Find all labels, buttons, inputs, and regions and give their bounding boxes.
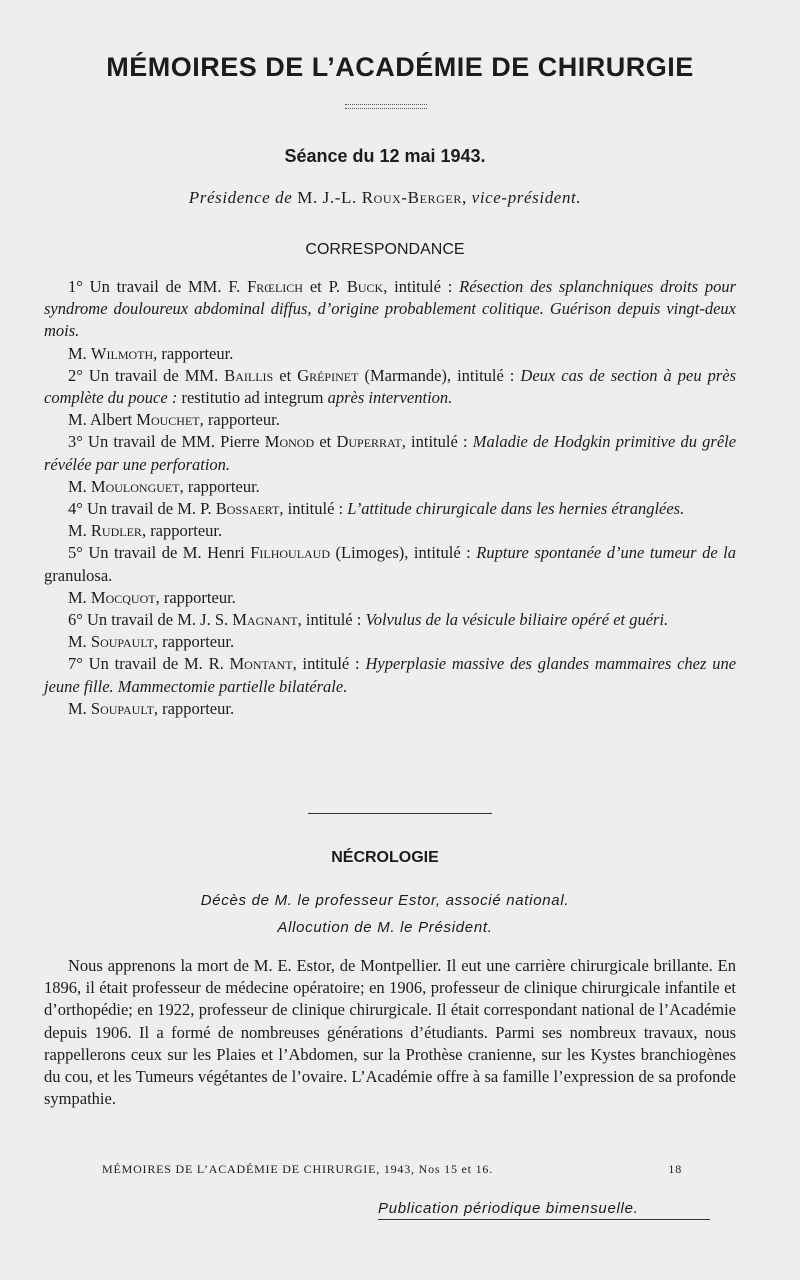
author-name: Filhoulaud [250, 543, 331, 563]
author-join: et [309, 277, 322, 296]
rapporteur-name: Wilmoth [90, 343, 154, 363]
item-intitule: intitulé : [305, 610, 362, 630]
item-intro: 4° Un travail de M. [68, 499, 197, 519]
item-title: Deux cas de section à peu près complète du pouce : [44, 365, 737, 408]
item-intitule: intitulé : [413, 543, 471, 563]
section-divider [308, 813, 492, 814]
rapporteur-line [68, 631, 736, 653]
item-intro: 1° Un travail de MM. [68, 277, 222, 296]
rapporteur-line [68, 409, 736, 431]
rapporteur-line [68, 520, 736, 542]
correspondance-list [44, 276, 736, 720]
author-join: et [319, 432, 332, 452]
rapporteur-suffix: , rapporteur. [155, 587, 236, 607]
rapporteur-name: Moulonguet [90, 476, 180, 496]
item-intro: 3° Un travail de MM. [68, 432, 215, 452]
footer-journal: MÉMOIRES DE L’ACADÉMIE DE CHIRURGIE, 1943, Nos 15 et 16. [102, 1162, 494, 1176]
rapporteur-line [68, 476, 736, 498]
rapporteur-suffix: , rapporteur. [199, 410, 280, 430]
author-name: Baillis [224, 365, 274, 385]
author-place: (Marmande) [364, 365, 447, 385]
item-intitule: intitulé : [302, 654, 360, 674]
rapporteur-prefix: M. [68, 632, 87, 652]
author-initials: J. S. [200, 610, 229, 630]
rapporteur-line [68, 343, 736, 365]
author-name: Montant [229, 654, 293, 674]
rapporteur-prefix: M. [68, 476, 87, 496]
item-title: Volvulus de la vésicule biliaire opéré et guéri. [365, 610, 669, 630]
item-intro: 5° Un travail de M. [68, 543, 202, 563]
author-join: et [279, 365, 292, 385]
rapporteur-prefix: M. [68, 521, 87, 541]
author-name: Magnant [232, 610, 298, 630]
rapporteur-name: Mouchet [136, 410, 200, 430]
item-title: Rupture spontanée d’une tumeur de la [476, 543, 737, 563]
rapporteur-prefix: M. Albert [68, 410, 133, 430]
correspondance-item: 2° Un travail de MM. Baillis et Grépinet (Marmande), intitulé : Deux cas de section à peu près complète du pouce : restitutio ad integrum après intervention. [44, 365, 737, 408]
deces-subtitle: Décès de M. le professeur Estor, associé national. [200, 892, 570, 909]
correspondance-item: 6° Un travail de M. J. S. Magnant, intitulé : Volvulus de la vésicule biliaire opéré et guéri. [68, 610, 669, 630]
journal-title: MÉMOIRES DE L’ACADÉMIE DE CHIRURGIE [106, 52, 694, 82]
rapporteur-name: Soupault [90, 698, 154, 718]
item-title: Résection des splanchniques droits pour syndrome douloureux abdominal diffus, d’origine probablement colitique. Guérison depuis vingt-deux mois. [44, 277, 737, 341]
rapporteur-prefix: M. [68, 698, 87, 718]
item-title: L’attitude chirurgicale dans les hernies étranglées. [347, 499, 685, 519]
correspondance-item: 4° Un travail de M. P. Bossaert, intitulé : L’attitude chirurgicale dans les hernies étranglées. [68, 499, 685, 519]
presidence-suffix: vice-président. [471, 188, 582, 207]
publication-note: Publication périodique bimensuelle. [378, 1200, 710, 1220]
rapporteur-suffix: , rapporteur. [153, 632, 235, 652]
author-initials: R. [208, 654, 224, 674]
necrologie-text: Nous apprenons la mort de M. E. Estor, de Montpellier. Il eut une carrière chirurgicale brillante. En 1896, il était professeur de médecine opératoire; en 1906, professeur de clinique chirurgicale infantile et d’orthopédie; en 1922, professeur de clinique chirurgicale. Il était correspondant national de l’Académie depuis 1906. Il a formé de nombreuses générations d’étudiants. Parmi ses nombreux travaux, nous rappellerons ceux sur les Plaies et l’Abdomen, sur la Prothèse cranienne, sur les Kystes branchiogènes du cou, et les Tumeurs végétantes de l’ovaire. L’Académie offre à sa famille l’expression de sa profonde sympathie. [44, 956, 736, 1109]
title-ornament [345, 104, 427, 109]
author-initials: P. [200, 499, 212, 519]
correspondance-item: 3° Un travail de MM. Pierre Monod et Duperrat, intitulé : Maladie de Hodgkin primitive du grêle révélée par une perforation. [44, 432, 737, 474]
item-tail: restitutio ad integrum [181, 388, 324, 408]
author-initials: P. [328, 277, 341, 296]
correspondance-item: 7° Un travail de M. R. Montant, intitulé : Hyperplasie massive des glandes mammaires chez une jeune fille. Mammectomie partielle bilatérale. [44, 654, 737, 696]
rapporteur-line [68, 587, 736, 609]
author-name: Bossaert [215, 499, 280, 519]
rapporteur-name: Rudler [90, 521, 142, 541]
presidence-mr: M. J.-L. [297, 188, 357, 207]
page-number: 18 [668, 1162, 682, 1176]
rapporteur-line [68, 698, 736, 720]
item-intro: 7° Un travail de M. [68, 654, 203, 674]
author-initials: Pierre [220, 432, 260, 452]
item-intro: 2° Un travail de MM. [68, 365, 219, 385]
rapporteur-suffix: , rapporteur. [141, 521, 223, 541]
correspondance-heading: CORRESPONDANCE [305, 241, 465, 258]
item-intitule: intitulé : [287, 499, 344, 519]
item-tail: granulosa. [44, 565, 113, 585]
rapporteur-name: Soupault [90, 632, 154, 652]
necrologie-heading: NÉCROLOGIE [331, 849, 439, 866]
author-name: Duperrat [336, 432, 402, 452]
author-place: (Limoges) [335, 543, 405, 563]
author-name: Frœlich [247, 277, 303, 296]
item-intitule: intitulé : [411, 432, 468, 452]
item-intitule: intitulé : [394, 277, 453, 296]
author-initials: Henri [207, 543, 245, 563]
president-name: Roux-Berger [361, 188, 462, 207]
page-footer [102, 1162, 682, 1177]
rapporteur-suffix: , rapporteur. [153, 698, 235, 718]
rapporteur-prefix: M. [68, 343, 87, 363]
author-name: Grépinet [297, 365, 359, 385]
rapporteur-name: Mocquot [90, 587, 156, 607]
allocution-subtitle: Allocution de M. le Président. [277, 919, 493, 936]
rapporteur-suffix: , rapporteur. [153, 343, 234, 363]
rapporteur-prefix: M. [68, 587, 87, 607]
rapporteur-suffix: , rapporteur. [179, 476, 260, 496]
correspondance-item: 1° Un travail de MM. F. Frœlich et P. Buck, intitulé : Résection des splanchniques droits pour syndrome douloureux abdominal diffus, d’origine probablement colitique. Guérison depuis vingt-deux mois. [44, 277, 737, 341]
item-tail-italic: après intervention. [327, 388, 453, 408]
author-name: Monod [264, 432, 315, 452]
presidence-line: Présidence de M. J.-L. Roux-Berger, vice-président. [188, 188, 582, 207]
item-intitule: intitulé : [457, 365, 515, 385]
author-initials: F. [228, 277, 241, 296]
item-intro: 6° Un travail de M. [68, 610, 197, 630]
item-title: Hyperplasie massive des glandes mammaires chez une jeune fille. Mammectomie partielle bilatérale. [44, 654, 737, 696]
author-name: Buck [346, 277, 384, 296]
session-date: Séance du 12 mai 1943. [284, 146, 486, 166]
presidence-prefix: Présidence de [188, 188, 293, 207]
correspondance-item: 5° Un travail de M. Henri Filhoulaud (Limoges), intitulé : Rupture spontanée d’une tumeur de la granulosa. [44, 543, 737, 585]
item-title: Maladie de Hodgkin primitive du grêle révélée par une perforation. [44, 432, 737, 474]
